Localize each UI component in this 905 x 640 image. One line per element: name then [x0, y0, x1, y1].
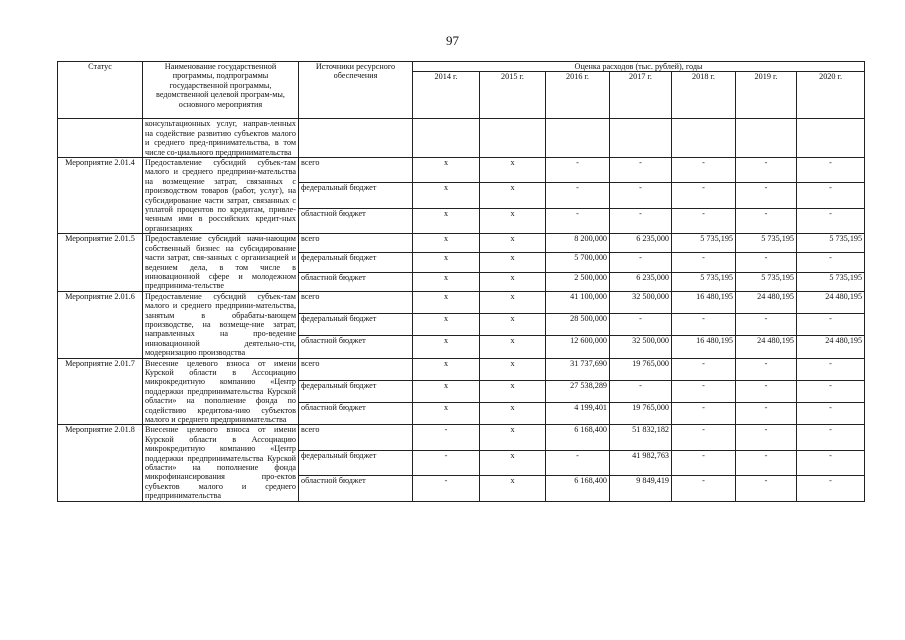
source-cell: областной бюджет — [299, 336, 413, 358]
value-cell: 9 849,419 — [610, 476, 672, 501]
name-cell: Предоставление субсидий субъек-там малого и среднего предприни-мательства, занятым в обрабаты-вающем производстве, на возмеще-ние затрат, направленных на про-ведение инновационной деятельно-сти, модернизацию производства — [143, 291, 299, 358]
value-cell: - — [672, 208, 736, 233]
table-row — [58, 158, 865, 183]
value-cell: - — [797, 450, 865, 475]
value-cell: - — [672, 450, 736, 475]
status-cell — [58, 119, 143, 158]
value-cell: - — [546, 183, 610, 208]
value-cell: - — [736, 253, 797, 272]
value-cell: х — [480, 253, 546, 272]
value-cell: х — [480, 314, 546, 336]
value-cell: - — [672, 314, 736, 336]
source-cell: всего — [299, 425, 413, 450]
value-cell: х — [480, 380, 546, 402]
value-cell: 2 500,000 — [546, 272, 610, 291]
value-cell: 16 480,195 — [672, 336, 736, 358]
value-cell: 4 199,401 — [546, 403, 610, 425]
value-cell: - — [546, 208, 610, 233]
value-cell: - — [413, 450, 480, 475]
source-cell: федеральный бюджет — [299, 314, 413, 336]
budget-table — [57, 61, 865, 502]
status-cell: Мероприятие 2.01.6 — [58, 291, 143, 358]
source-cell: федеральный бюджет — [299, 183, 413, 208]
value-cell: 5 735,195 — [736, 272, 797, 291]
value-cell: - — [736, 403, 797, 425]
value-cell: - — [797, 425, 865, 450]
value-cell: - — [672, 476, 736, 501]
value-cell: 31 737,690 — [546, 358, 610, 380]
source-cell: всего — [299, 291, 413, 313]
value-cell: 19 765,000 — [610, 358, 672, 380]
value-cell: - — [797, 380, 865, 402]
value-cell: 6 168,400 — [546, 425, 610, 450]
value-cell: - — [736, 183, 797, 208]
value-cell: - — [672, 425, 736, 450]
value-cell: х — [413, 234, 480, 253]
source-cell: областной бюджет — [299, 208, 413, 233]
value-cell: 5 735,195 — [736, 234, 797, 253]
value-cell: - — [413, 425, 480, 450]
value-cell: х — [413, 358, 480, 380]
value-cell: х — [413, 291, 480, 313]
status-cell: Мероприятие 2.01.7 — [58, 358, 143, 425]
value-cell: х — [480, 358, 546, 380]
value-cell: х — [413, 272, 480, 291]
value-cell: - — [672, 358, 736, 380]
name-cell: Предоставление субсидий начи-нающим собственный бизнес на субсидирование части затрат, свя-занных с организацией и ведением дела, в том числе в инновационной сфере и молодежном предпринима-тельстве — [143, 234, 299, 291]
source-cell: всего — [299, 234, 413, 253]
value-cell: 19 765,000 — [610, 403, 672, 425]
header-year: 2020 г. — [797, 72, 865, 119]
value-cell: 41 100,000 — [546, 291, 610, 313]
value-cell: - — [797, 208, 865, 233]
source-cell: областной бюджет — [299, 476, 413, 501]
value-cell: х — [413, 208, 480, 233]
source-cell: областной бюджет — [299, 403, 413, 425]
value-cell: х — [413, 253, 480, 272]
value-cell: - — [610, 158, 672, 183]
value-cell: х — [480, 291, 546, 313]
value-cell: х — [413, 183, 480, 208]
table-row — [58, 119, 865, 158]
value-cell: - — [797, 253, 865, 272]
header-status: Статус — [58, 62, 143, 119]
value-cell: - — [546, 450, 610, 475]
value-cell: - — [413, 476, 480, 501]
name-cell: консультационных услуг, направ-ленных на содействие развитию субъектов малого и среднего пред-принимательства, в том числе со-циального предпринимательства — [143, 119, 299, 158]
header-year: 2014 г. — [413, 72, 480, 119]
value-cell: х — [480, 336, 546, 358]
page-number: 97 — [446, 33, 459, 48]
value-cell: 5 700,000 — [546, 253, 610, 272]
value-cell: - — [736, 380, 797, 402]
value-cell: х — [480, 476, 546, 501]
value-cell: 8 200,000 — [546, 234, 610, 253]
value-cell: х — [480, 272, 546, 291]
value-cell: 5 735,195 — [672, 234, 736, 253]
header-costs: Оценка расходов (тыс. рублей), годы — [413, 62, 865, 72]
value-cell: х — [413, 380, 480, 402]
status-cell: Мероприятие 2.01.5 — [58, 234, 143, 291]
value-cell: - — [797, 158, 865, 183]
value-cell: - — [736, 450, 797, 475]
header-year: 2018 г. — [672, 72, 736, 119]
value-cell: - — [736, 425, 797, 450]
value-cell: - — [610, 183, 672, 208]
value-cell: - — [797, 183, 865, 208]
value-cell: - — [797, 476, 865, 501]
header-year: 2016 г. — [546, 72, 610, 119]
value-cell: 28 500,000 — [546, 314, 610, 336]
value-cell: - — [546, 158, 610, 183]
value-cell: 24 480,195 — [797, 291, 865, 313]
value-cell: 27 538,289 — [546, 380, 610, 402]
value-cell: х — [480, 450, 546, 475]
value-cell: 51 832,182 — [610, 425, 672, 450]
source-cell: федеральный бюджет — [299, 450, 413, 475]
value-cell: - — [797, 314, 865, 336]
value-cell: 24 480,195 — [736, 291, 797, 313]
header-year: 2017 г. — [610, 72, 672, 119]
value-cell: 5 735,195 — [797, 272, 865, 291]
value-cell: х — [413, 336, 480, 358]
value-cell: - — [797, 358, 865, 380]
value-cell: х — [413, 403, 480, 425]
value-cell: - — [672, 183, 736, 208]
value-cell: х — [413, 314, 480, 336]
value-cell: - — [610, 208, 672, 233]
value-cell: х — [480, 183, 546, 208]
value-cell: - — [736, 476, 797, 501]
value-cell: - — [736, 358, 797, 380]
value-cell: - — [672, 380, 736, 402]
source-cell: областной бюджет — [299, 272, 413, 291]
value-cell: х — [480, 234, 546, 253]
source-cell: всего — [299, 358, 413, 380]
value-cell: х — [413, 158, 480, 183]
table-row — [58, 234, 865, 253]
value-cell: 6 235,000 — [610, 234, 672, 253]
source-cell: всего — [299, 158, 413, 183]
value-cell: - — [610, 314, 672, 336]
value-cell: 32 500,000 — [610, 291, 672, 313]
table-row — [58, 291, 865, 313]
name-cell: Внесение целевого взноса от имени Курской области в Ассоциацию микрокредитную компанию «Центр поддержки предпринимательства Курской области» на пополнение фонда по содействию кредитова-нию субъектов малого и среднего предпринимательства — [143, 358, 299, 425]
value-cell: 16 480,195 — [672, 291, 736, 313]
value-cell: - — [610, 380, 672, 402]
value-cell: 5 735,195 — [672, 272, 736, 291]
value-cell: - — [672, 403, 736, 425]
value-cell: 5 735,195 — [797, 234, 865, 253]
table-row — [58, 425, 865, 450]
status-cell: Мероприятие 2.01.4 — [58, 158, 143, 234]
source-cell: федеральный бюджет — [299, 253, 413, 272]
value-cell: 24 480,195 — [736, 336, 797, 358]
name-cell: Предоставление субсидий субъек-там малого и среднего предприни-мательства на возмещение затрат, связанных с производством товаров (работ, услуг), на субсидирование части затрат, связанных с уплатой процентов по кредитам, привле-ченным ими в российских кредит-ных организациях — [143, 158, 299, 234]
name-cell: Внесение целевого взноса от имени Курской области в Ассоциацию микрокредитную компанию «Центр поддержки предпринимательства Курской области» на пополнение фонда микрофинансирования про-ектов субъектов малого и среднего предпринимательства — [143, 425, 299, 501]
value-cell: 24 480,195 — [797, 336, 865, 358]
value-cell: - — [736, 158, 797, 183]
value-cell: - — [797, 403, 865, 425]
header-name: Наименование государственной программы, подпрограммы государственной программы, ведомственной целевой програм-мы, основного мероприятия — [143, 62, 299, 119]
value-cell: 6 168,400 — [546, 476, 610, 501]
value-cell: - — [672, 253, 736, 272]
value-cell: х — [480, 425, 546, 450]
value-cell: 32 500,000 — [610, 336, 672, 358]
header-source: Источники ресурсного обеспечения — [299, 62, 413, 119]
value-cell: - — [736, 208, 797, 233]
value-cell: 12 600,000 — [546, 336, 610, 358]
table-row — [58, 358, 865, 380]
value-cell: х — [480, 403, 546, 425]
header-year: 2019 г. — [736, 72, 797, 119]
value-cell: - — [610, 253, 672, 272]
source-cell: федеральный бюджет — [299, 380, 413, 402]
value-cell: 41 982,763 — [610, 450, 672, 475]
header-year: 2015 г. — [480, 72, 546, 119]
value-cell: х — [480, 158, 546, 183]
value-cell: х — [480, 208, 546, 233]
status-cell: Мероприятие 2.01.8 — [58, 425, 143, 501]
value-cell: - — [736, 314, 797, 336]
value-cell: 6 235,000 — [610, 272, 672, 291]
value-cell: - — [672, 158, 736, 183]
